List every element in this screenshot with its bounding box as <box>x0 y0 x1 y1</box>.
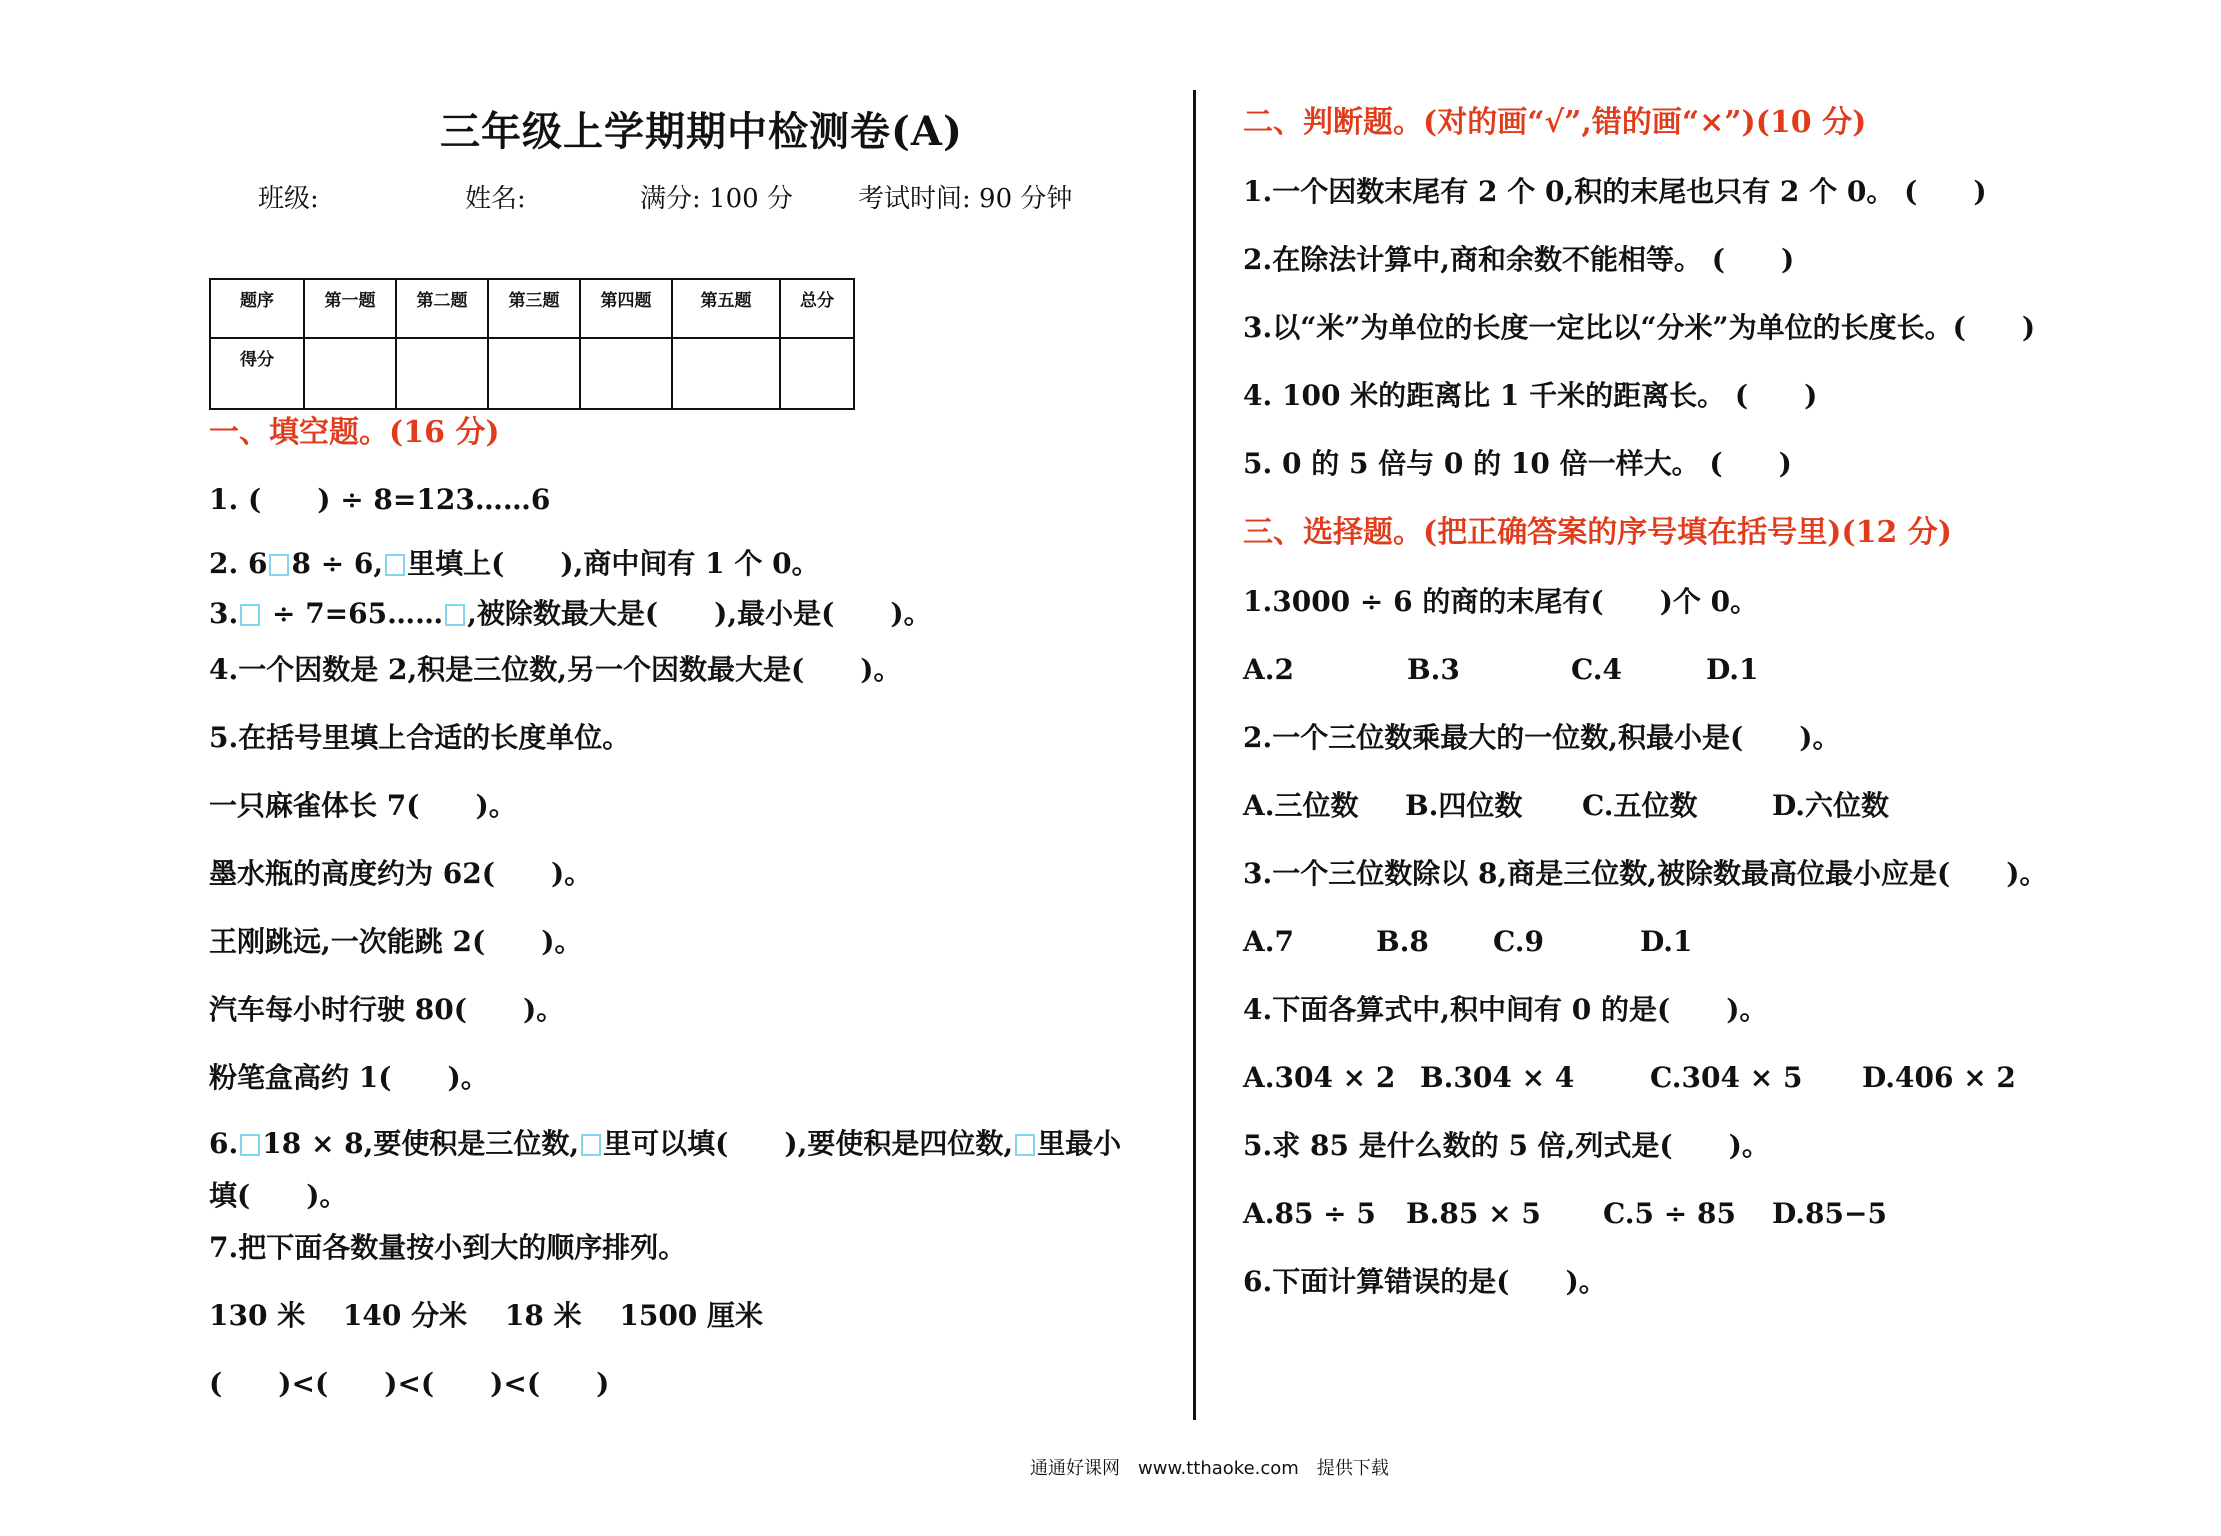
s2-item: 3.以“米”为单位的长度一定比以“分米”为单位的长度长。( ) <box>1243 311 2036 344</box>
s3-option: C.9 <box>1493 925 1545 958</box>
s1-q5-item: 墨水瓶的高度约为 62( )。 <box>209 857 593 890</box>
exam-time: 考试时间: 90 分钟 <box>858 184 1073 214</box>
s3-question: 1.3000 ÷ 6 的商的末尾有( )个 0。 <box>1243 585 1759 618</box>
answer-box[interactable] <box>240 1134 260 1156</box>
s1-q5-item: 汽车每小时行驶 80( )。 <box>209 993 565 1026</box>
s3-option: B.四位数 <box>1405 789 1523 822</box>
s3-question: 5.求 85 是什么数的 5 倍,列式是( )。 <box>1243 1129 1770 1162</box>
answer-box[interactable] <box>240 604 260 626</box>
score-table-header: 第一题 <box>304 279 396 338</box>
score-table <box>209 278 855 410</box>
s3-option: D.1 <box>1706 653 1759 686</box>
column-divider <box>1193 90 1196 1420</box>
name-label: 姓名: <box>465 184 526 214</box>
answer-box[interactable] <box>581 1134 601 1156</box>
answer-box[interactable] <box>385 554 405 576</box>
s2-item: 5. 0 的 5 倍与 0 的 10 倍一样大。 ( ) <box>1243 447 1792 480</box>
section1-title: 一、填空题。(16 分) <box>209 415 500 450</box>
footer-credit: 通通好课网 www.tthaoke.com 提供下载 <box>1030 1458 1389 1479</box>
s1-q2-part: 8 ÷ 6, <box>291 547 384 580</box>
s3-option: B.8 <box>1376 925 1429 958</box>
score-table-header: 题序 <box>210 279 304 338</box>
s3-option: D.1 <box>1640 925 1693 958</box>
score-table-header: 总分 <box>780 279 854 338</box>
s2-item: 1.一个因数末尾有 2 个 0,积的末尾也只有 2 个 0。 ( ) <box>1243 175 1987 208</box>
s3-option: A.304 × 2 <box>1243 1061 1396 1094</box>
s1-q6-part: 里可以填( ),要使积是四位数, <box>603 1127 1014 1160</box>
s3-question: 3.一个三位数除以 8,商是三位数,被除数最高位最小应是( )。 <box>1243 857 2048 890</box>
s1-q6-part: 里最小 <box>1037 1127 1122 1160</box>
section3-title: 三、选择题。(把正确答案的序号填在括号里)(12 分) <box>1243 515 1952 550</box>
s3-option: D.六位数 <box>1772 789 1890 822</box>
section2-title: 二、判断题。(对的画“√”,错的画“×”)(10 分) <box>1243 105 1867 140</box>
s3-question: 2.一个三位数乘最大的一位数,积最小是( )。 <box>1243 721 1841 754</box>
s2-item: 2.在除法计算中,商和余数不能相等。 ( ) <box>1243 243 1795 276</box>
score-table-header: 第二题 <box>396 279 488 338</box>
s3-option: A.85 ÷ 5 <box>1243 1197 1376 1230</box>
s3-option: B.85 × 5 <box>1406 1197 1541 1230</box>
s3-option: D.406 × 2 <box>1862 1061 2016 1094</box>
s1-question-4: 4.一个因数是 2,积是三位数,另一个因数最大是( )。 <box>209 653 902 686</box>
s1-q5-item: 王刚跳远,一次能跳 2( )。 <box>209 925 583 958</box>
s1-q7-values: 130 米 140 分米 18 米 1500 厘米 <box>209 1299 764 1332</box>
score-cell[interactable] <box>580 338 672 409</box>
s1-q5-item: 一只麻雀体长 7( )。 <box>209 789 517 822</box>
s1-q6-part: 6. <box>209 1127 239 1160</box>
s3-option: C.五位数 <box>1582 789 1698 822</box>
s3-option: D.85−5 <box>1772 1197 1887 1230</box>
score-cell[interactable] <box>780 338 854 409</box>
s1-q6-part: 18 × 8,要使积是三位数, <box>262 1127 580 1160</box>
s3-option: A.7 <box>1243 925 1294 958</box>
s1-q7-blanks: ( )<( )<( )<( ) <box>209 1367 610 1400</box>
s1-q2-part: 里填上( ),商中间有 1 个 0。 <box>407 547 820 580</box>
s1-question-5: 5.在括号里填上合适的长度单位。 <box>209 721 631 754</box>
class-label: 班级: <box>258 184 319 214</box>
s3-option: C.304 × 5 <box>1650 1061 1803 1094</box>
page-title: 三年级上学期期中检测卷(A) <box>440 108 963 155</box>
s3-option: B.304 × 4 <box>1420 1061 1575 1094</box>
answer-box[interactable] <box>445 604 465 626</box>
score-cell[interactable] <box>488 338 580 409</box>
score-cell[interactable] <box>396 338 488 409</box>
full-score: 满分: 100 分 <box>640 184 793 214</box>
s1-q2-part: 2. 6 <box>209 547 268 580</box>
s1-q3-part: ,被除数最大是( ),最小是( )。 <box>467 597 932 630</box>
s1-q3-part: 3. <box>209 597 239 630</box>
s3-option: A.三位数 <box>1243 789 1359 822</box>
s1-question-7: 7.把下面各数量按小到大的顺序排列。 <box>209 1231 687 1264</box>
score-table-header: 第五题 <box>672 279 780 338</box>
s1-q5-item: 粉笔盒高约 1( )。 <box>209 1061 489 1094</box>
s3-option: A.2 <box>1243 653 1294 686</box>
s1-question-3 <box>209 597 932 630</box>
s1-question-6 <box>209 1127 1122 1160</box>
score-table-header: 第四题 <box>580 279 672 338</box>
answer-box[interactable] <box>1015 1134 1035 1156</box>
score-row-label: 得分 <box>210 338 304 409</box>
s2-item: 4. 100 米的距离比 1 千米的距离长。 ( ) <box>1243 379 1818 412</box>
s1-question-2 <box>209 547 820 580</box>
s3-option: C.4 <box>1571 653 1623 686</box>
score-table-header: 第三题 <box>488 279 580 338</box>
s1-q3-part: ÷ 7=65…… <box>262 597 444 630</box>
s1-question-1: 1. ( ) ÷ 8=123……6 <box>209 483 551 516</box>
score-cell[interactable] <box>304 338 396 409</box>
s3-option: B.3 <box>1407 653 1460 686</box>
s1-q6-continued: 填( )。 <box>209 1179 348 1212</box>
s3-option: C.5 ÷ 85 <box>1603 1197 1736 1230</box>
s3-question: 6.下面计算错误的是( )。 <box>1243 1265 1607 1298</box>
score-cell[interactable] <box>672 338 780 409</box>
answer-box[interactable] <box>269 554 289 576</box>
s3-question: 4.下面各算式中,积中间有 0 的是( )。 <box>1243 993 1768 1026</box>
